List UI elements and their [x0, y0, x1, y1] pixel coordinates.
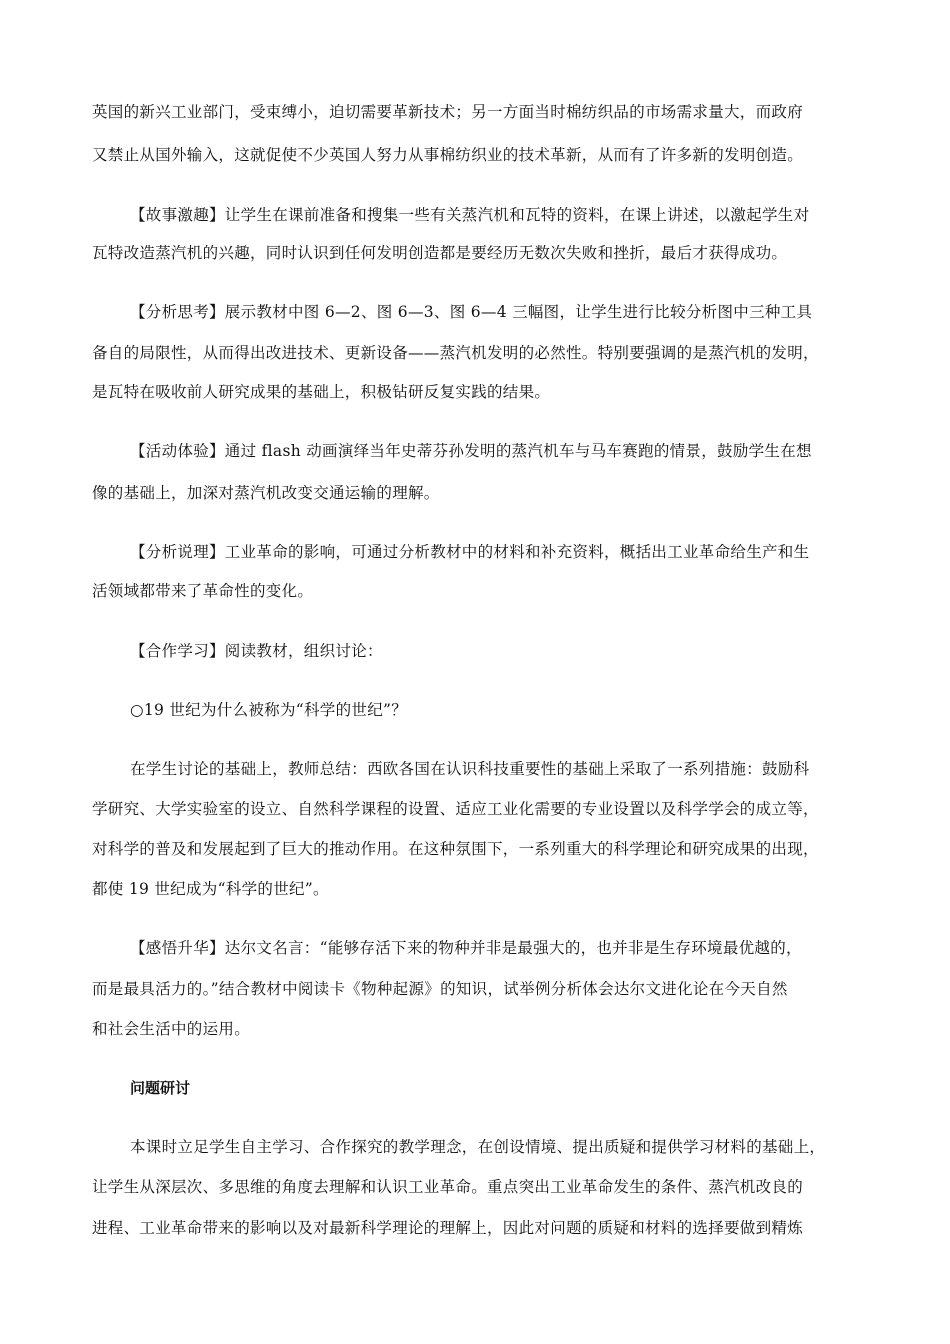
- paragraph-line: 本课时立足学生自主学习、合作探究的教学理念，在创设情境、提出质疑和提供学习材料的基础上，: [130, 1138, 826, 1156]
- paragraph-line: 备自的局限性，从而得出改进技术、更新设备——蒸汽机发明的必然性。特别要强调的是蒸汽机的发明，: [92, 344, 819, 362]
- paragraph-line: 都使 19 世纪成为“科学的世纪”。: [92, 880, 329, 898]
- discussion-question: ○19 世纪为什么被称为“科学的世纪”？: [130, 701, 408, 719]
- paragraph-line: 学研究、大学实验室的设立、自然科学课程的设置、适应工业化需要的专业设置以及科学学会的成立等，: [92, 800, 819, 818]
- paragraph-line: 和社会生活中的运用。: [92, 1020, 251, 1038]
- paragraph-line: 【活动体验】通过 flash 动画演绎当年史蒂芬孙发明的蒸汽机车与马车赛跑的情景，鼓励学生在想: [130, 442, 812, 460]
- paragraph-line: 进程、工业革命带来的影响以及对最新科学理论的理解上，因此对问题的质疑和材料的选择要做到精炼: [92, 1219, 804, 1237]
- paragraph-line: 【分析说理】工业革命的影响，可通过分析教材中的材料和补充资料，概括出工业革命给生产和生: [130, 543, 810, 561]
- paragraph-line: 在学生讨论的基础上，教师总结：西欧各国在认识科技重要性的基础上采取了一系列措施：鼓励科: [130, 760, 810, 778]
- paragraph-line: 对科学的普及和发展起到了巨大的推动作用。在这种氛围下，一系列重大的科学理论和研究成果的出现，: [92, 840, 819, 858]
- paragraph-line: 活领域都带来了革命性的变化。: [92, 582, 314, 600]
- paragraph-line: 而是最具活力的。”结合教材中阅读卡《物种起源》的知识，试举例分析体会达尔文进化论在今天自然: [92, 980, 788, 998]
- paragraph-line: 是瓦特在吸收前人研究成果的基础上，积极钻研反复实践的结果。: [92, 383, 551, 401]
- paragraph-line: 【故事激趣】让学生在课前准备和搜集一些有关蒸汽机和瓦特的资料，在课上讲述，以激起学生对: [130, 206, 810, 224]
- paragraph-line: 【感悟升华】达尔文名言：“能够存活下来的物种并非是最强大的，也并非是生存环境最优越的，: [130, 939, 802, 957]
- paragraph-line: 像的基础上，加深对蒸汽机改变交通运输的理解。: [92, 484, 440, 502]
- paragraph-line: 又禁止从国外输入，这就促使不少英国人努力从事棉纺织业的技术革新，从而有了许多新的发明创造。: [92, 146, 804, 164]
- paragraph-line: 【分析思考】展示教材中图 6—2、图 6—3、图 6—4 三幅图，让学生进行比较分析图中三种工具: [130, 303, 813, 321]
- paragraph-line: 瓦特改造蒸汽机的兴趣，同时认识到任何发明创造都是要经历无数次失败和挫折，最后才获得成功。: [92, 244, 788, 262]
- section-heading: 问题研讨: [130, 1079, 191, 1097]
- paragraph-line: 【合作学习】阅读教材，组织讨论：: [130, 642, 383, 660]
- paragraph-line: 英国的新兴工业部门，受束缚小，迫切需要革新技术；另一方面当时棉纺织品的市场需求量大，而政府: [92, 103, 804, 121]
- paragraph-line: 让学生从深层次、多思维的角度去理解和认识工业革命。重点突出工业革命发生的条件、蒸汽机改良的: [92, 1178, 804, 1196]
